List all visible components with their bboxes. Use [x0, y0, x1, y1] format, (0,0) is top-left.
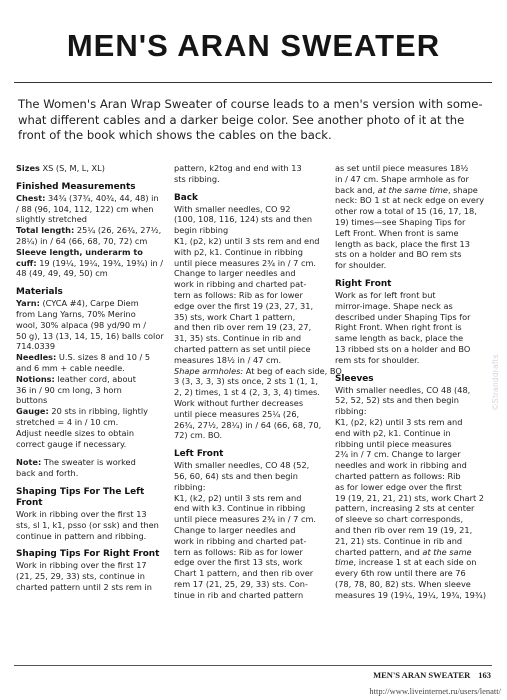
sleeve-length-line: 48 (49, 49, 49, 50) cm [16, 268, 108, 279]
back-line: begin ribbing [174, 225, 229, 236]
notions-line: buttons [16, 395, 48, 406]
sleeves-line: (78, 78, 80, 82) sts. When sleeve [335, 578, 471, 589]
source-url[interactable]: http://www.liveinternet.ru/users/lenatt/ [369, 686, 501, 696]
yarn-value: (CYCA #4), Carpe Diem [39, 298, 139, 309]
right-front-line: described under Shaping Tips for [335, 311, 471, 322]
yarn-line: wool, 30% alpaca (98 yd/90 m / [16, 319, 146, 330]
shaping-right-heading: Shaping Tips For Right Front [16, 549, 160, 560]
back-line: work in ribbing and charted pat- [174, 279, 307, 290]
back-line: With smaller needles, CO 92 [174, 203, 291, 214]
materials-heading: Materials [16, 287, 63, 298]
back-line: Change to larger needles and [174, 268, 296, 279]
sleeves-line: every 6th row until there are 76 [335, 568, 466, 579]
continued-line: in / 47 cm. Shape armhole as for [335, 173, 469, 184]
total-length-value: 25¼ (26, 26¾, 27½, [74, 225, 162, 236]
sleeve-length-label: Sleeve length, underarm to [16, 246, 143, 257]
sleeves-line: pattern, increasing 2 sts at center [335, 503, 475, 514]
back-line: K1, (p2, k2) until 3 sts rem and end [174, 235, 320, 246]
materials-section [16, 287, 166, 449]
left-front-line: rem 17 (21, 25, 29, 33) sts. Con- [174, 578, 308, 589]
sleeves-line: of sleeve so chart corresponds, [335, 514, 464, 525]
continued-italic: at the same time [377, 184, 448, 195]
continued-line: as set until piece measures 18½ [335, 163, 469, 173]
yarn-label: Yarn: [16, 298, 40, 309]
title-rule [14, 82, 492, 83]
shaping-left-heading: Front [16, 497, 43, 508]
shaping-right-line: Work in ribbing over the first 17 [16, 560, 147, 571]
sleeves-line: ribbing until piece measures [335, 438, 452, 449]
side-watermark: ©Stranddrafts [491, 354, 500, 410]
needles-value: U.S. sizes 8 and 10 / 5 [56, 352, 151, 363]
back-line: edge over the first 19 (23, 27, 31, [174, 300, 314, 311]
left-front-section [174, 449, 326, 600]
sleeves-line: charted pattern as follows: Rib [335, 470, 461, 481]
column-1 [16, 163, 166, 593]
right-front-line: rem sts for shoulder. [335, 354, 420, 365]
note-value: The sweater is worked [41, 457, 136, 468]
sleeves-italic: time [335, 557, 354, 568]
shaping-left-section [16, 487, 166, 541]
left-front-heading: Left Front [174, 449, 224, 460]
back-line: with p2, k1. Continue in ribbing [174, 246, 303, 257]
intro-line: what different cables and a darker beige color. See another photo of it at the [18, 112, 465, 127]
sleeves-text: charted pattern, and [335, 546, 423, 557]
page-footer [373, 670, 491, 680]
gauge-line: correct gauge if necessary. [16, 438, 127, 449]
needles-line: and 6 mm + cable needle. [16, 362, 125, 373]
intro-line: The Women's Aran Wrap Sweater of course leads to a men's version with some- [18, 97, 483, 111]
armhole-line: Work without further decreases [174, 397, 304, 408]
left-front-line: ribbing: [174, 481, 206, 492]
total-length-line: 28¼) in / 64 (66, 68, 70, 72) cm [16, 235, 148, 246]
needles-label: Needles: [16, 352, 57, 363]
notions-line: 36 in / 90 cm long, 3 horn [16, 384, 122, 395]
back-line: and then rib over rem 19 (23, 27, [174, 322, 312, 333]
left-front-line: 56, 60, 64) sts and then begin [174, 470, 298, 481]
armhole-line: 3 (3, 3, 3, 3) sts once, 2 sts 1 (1, 1, [174, 376, 318, 387]
right-front-line: 13 ribbed sts on a holder and BO [335, 343, 471, 354]
yarn-line: from Lang Yarns, 70% Merino [16, 308, 136, 319]
sleeves-line: With smaller needles, CO 48 (48, [335, 384, 471, 395]
sleeves-line: measures 19 (19¼, 19¼, 19¾, 19¾) [335, 589, 487, 600]
continued-line: 19) times—see Shaping Tips for [335, 216, 466, 227]
note-label: Note: [16, 457, 42, 468]
shaping-left-line: Work in ribbing over the first 13 [16, 508, 147, 519]
sleeves-line: end with p2, k1. Continue in [335, 427, 451, 438]
armhole-line: 72) cm. BO. [174, 430, 223, 441]
continued-line: neck: BO 1 st at neck edge on every [335, 195, 485, 206]
left-front-line: edge over the first 13 sts, work [174, 557, 303, 568]
back-line: 31, 35) sts. Continue in rib and [174, 333, 302, 344]
shaping-right-section [16, 549, 166, 592]
continued-line: length as back, place the first 13 [335, 238, 470, 249]
armhole-line: until piece measures 25¼ (26, [174, 408, 300, 419]
left-front-line: tinue in rib and charted pattern [174, 589, 304, 600]
sizes-label: Sizes [16, 163, 40, 173]
left-front-continued [335, 163, 493, 271]
back-line: measures 18½ in / 47 cm. [174, 354, 282, 365]
armhole-line: At beg of each side, BO [243, 365, 342, 376]
finished-measurements-section [16, 182, 166, 279]
back-heading: Back [174, 192, 198, 203]
sleeves-line: K1, (p2, k2) until 3 sts rem and [335, 416, 463, 427]
armhole-line: 2, 2) times, 1 st 4 (2, 3, 3, 4) times. [174, 387, 320, 398]
page-number: 163 [478, 670, 491, 680]
page-title: MEN'S ARAN SWEATER [66, 28, 441, 63]
notions-value: leather cord, about [54, 373, 136, 384]
left-front-line: end with k3. Continue in ribbing [174, 503, 306, 514]
chest-value: 34¾ (37¾, 40¾, 44, 48) in [45, 192, 159, 203]
continued-text: , shape [447, 184, 478, 195]
chest-line: slightly stretched [16, 214, 87, 225]
right-front-line: same length as back, place the [335, 333, 464, 344]
sleeves-line: 52, 52, 52) sts and then begin [335, 395, 459, 406]
continued-line: Left Front. When front is same [335, 227, 459, 238]
shaping-left-line: continue in pattern and ribbing. [16, 530, 147, 541]
armhole-line: 26¾, 27½, 28¼) in / 64 (66, 68, 70, [174, 419, 322, 430]
gauge-value: 20 sts in ribbing, lightly [48, 406, 148, 417]
gauge-line: Adjust needle sizes to obtain [16, 427, 135, 438]
sleeves-line: needles and work in ribbing and [335, 460, 467, 471]
sleeves-text: , increase 1 st at each side on [353, 557, 477, 568]
sizes-section [16, 163, 166, 174]
sleeves-italic: at the same [422, 546, 472, 557]
back-line: until piece measures 2¾ in / 7 cm. [174, 257, 317, 268]
back-section [174, 192, 342, 442]
sleeves-line: 19 (19, 21, 21, 21) sts, work Chart 2 [335, 492, 484, 503]
chest-label: Chest: [16, 192, 46, 203]
left-front-line: work in ribbing and charted pat- [174, 535, 307, 546]
total-length-label: Total length: [16, 225, 75, 236]
continued-text: back and, [335, 184, 378, 195]
footer-label: MEN'S ARAN SWEATER [373, 670, 471, 680]
right-front-line: Work as for left front but [335, 289, 436, 300]
note-line: back and forth. [16, 468, 79, 479]
sleeves-line: as for lower edge over the first [335, 481, 462, 492]
column-2 [174, 163, 342, 600]
continued-line: pattern, k2tog and end with 13 [174, 163, 302, 173]
left-front-line: K1, (k2, p2) until 3 sts rem and [174, 492, 302, 503]
sleeves-line: and then rib over rem 19 (19, 21, [335, 524, 473, 535]
sleeves-line: 21, 21) sts. Continue in rib and [335, 535, 463, 546]
left-front-line: until piece measures 2¾ in / 7 cm. [174, 514, 317, 525]
finished-measurements-heading: Finished Measurements [16, 181, 136, 192]
continued-text [174, 163, 326, 185]
intro-paragraph [18, 97, 490, 144]
footer-rule [14, 665, 492, 666]
continued-line: for shoulder. [335, 260, 387, 271]
back-line: (100, 108, 116, 124) sts and then [174, 214, 313, 225]
cuff-label: cuff: [16, 257, 37, 268]
shaping-right-line: charted pattern until 2 sts rem in [16, 581, 152, 592]
back-line: 35) sts, work Chart 1 pattern, [174, 311, 296, 322]
gauge-label: Gauge: [16, 406, 49, 417]
left-front-line: Change to larger needles and [174, 524, 296, 535]
back-line: tern as follows: Rib as for lower [174, 289, 303, 300]
shaping-right-line: (21, 25, 29, 33) sts, continue in [16, 571, 145, 582]
back-line: charted pattern as set until piece [174, 343, 311, 354]
yarn-line: 714.0339 [16, 341, 56, 352]
left-front-line: Chart 1 pattern, and then rib over [174, 568, 314, 579]
sleeves-line: ribbing: [335, 406, 367, 417]
shaping-left-line: sts, sl 1, k1, psso (or ssk) and then [16, 519, 159, 530]
sleeves-heading: Sleeves [335, 373, 374, 384]
right-front-line: mirror-image. Shape neck as [335, 300, 453, 311]
gauge-line: stretched = 4 in / 10 cm. [16, 416, 119, 427]
note-section [16, 457, 166, 479]
chest-line: / 88 (96, 104, 112, 122) cm when [16, 203, 154, 214]
sleeves-line: 2¾ in / 7 cm. Change to larger [335, 449, 461, 460]
sleeves-section [335, 374, 493, 601]
sizes-value: XS (S, M, L, XL) [39, 163, 105, 173]
continued-line: sts ribbing. [174, 173, 220, 184]
continued-line: other row a total of 15 (16, 17, 18, [335, 206, 477, 217]
shaping-left-heading: Shaping Tips For The Left [16, 486, 145, 497]
left-front-line: With smaller needles, CO 48 (52, [174, 460, 310, 471]
column-3 [335, 163, 493, 600]
shape-armholes-label: Shape armholes: [174, 365, 244, 376]
sleeve-length-value: 19 (19¼, 19¼, 19¾, 19¾) in / [36, 257, 164, 268]
right-front-heading: Right Front [335, 278, 392, 289]
continued-line: sts on a holder and BO rem sts [335, 249, 462, 260]
intro-line: front of the book which shows the cables on the back. [18, 128, 332, 142]
right-front-line: Right Front. When right front is [335, 322, 462, 333]
right-front-section [335, 279, 493, 366]
notions-label: Notions: [16, 373, 55, 384]
yarn-line: 50 g), 13 (13, 14, 15, 16) balls color [16, 330, 164, 341]
left-front-line: tern as follows: Rib as for lower [174, 546, 303, 557]
